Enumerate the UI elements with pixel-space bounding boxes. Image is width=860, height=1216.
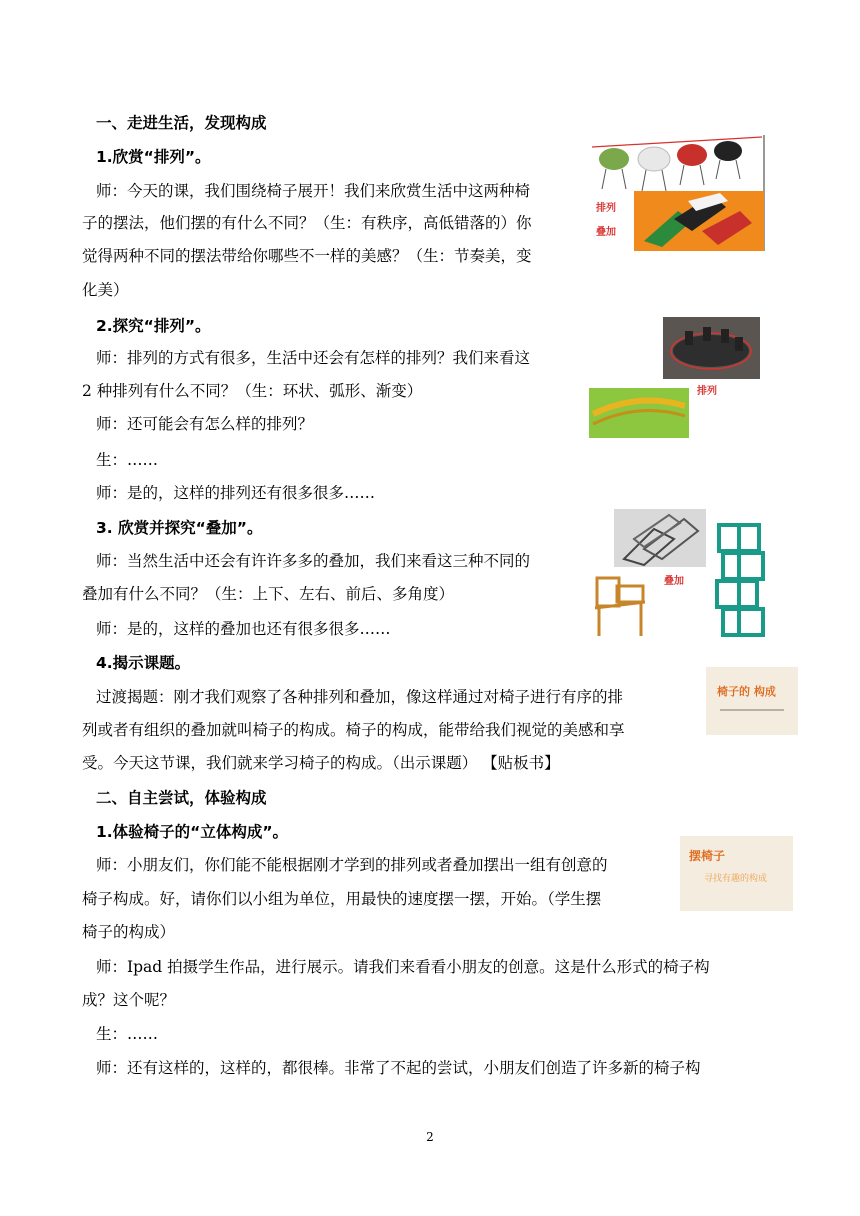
paragraph-line: 生：……: [96, 1025, 159, 1043]
tower-chairs-photo: [709, 517, 773, 637]
image-label: 排列: [697, 386, 717, 397]
slide-title: 摆椅子: [689, 849, 726, 863]
paragraph-line: 椅子构成。好，请你们以小组为单位，用最快的速度摆一摆，开始。（学生摆: [82, 890, 602, 908]
lesson-title-slide: [706, 667, 798, 735]
paragraph-line: 师：当然生活中还会有许许多多的叠加，我们来看这三种不同的: [96, 552, 531, 570]
paragraph-line: 师：还可能会有怎么样的排列？: [96, 415, 314, 433]
paragraph-line: 师：还有这样的，这样的，都很棒。非常了不起的尝试，小朋友们创造了许多新的椅子构: [96, 1059, 701, 1077]
section-heading-1: 一、走进生活，发现构成: [96, 114, 267, 132]
paragraph-line: 叠加有什么不同？（生：上下、左右、前后、多角度）: [82, 585, 455, 603]
paragraph-line: 过渡揭题：刚才我们观察了各种排列和叠加，像这样通过对椅子进行有序的排: [96, 688, 624, 706]
subheading-1-3: 3. 欣赏并探究“叠加”。: [96, 519, 263, 537]
paragraph-line: 师：是的，这样的排列还有很多很多……: [96, 484, 376, 502]
image-label: 叠加: [596, 227, 616, 238]
slide-subtitle-line: [720, 709, 784, 711]
subheading-1-4: 4.揭示课题。: [96, 654, 191, 672]
arc-arrangement-photo: [589, 388, 689, 438]
paragraph-line: 师：Ipad 拍摄学生作品，进行展示。请我们来看看小朋友的创意。这是什么形式的椅子构: [96, 958, 710, 976]
image-label: 叠加: [664, 576, 684, 587]
subheading-1-2: 2.探究“排列”。: [96, 317, 211, 335]
stacked-chairs-photo: [614, 509, 706, 567]
paragraph-line: 化美）: [82, 281, 129, 299]
paragraph-line: 受。今天这节课，我们就来学习椅子的构成。（出示课题） 【贴板书】: [82, 754, 560, 772]
paragraph-line: 子的摆法，他们摆的有什么不同？（生：有秩序，高低错落的）你: [82, 214, 532, 232]
wooden-chair-graphic: [589, 572, 651, 638]
paragraph-line: 成？这个呢？: [82, 991, 176, 1009]
paragraph-line: 列或者有组织的叠加就叫椅子的构成。椅子的构成，能带给我们视觉的美感和享: [82, 721, 625, 739]
subheading-2-1: 1.体验椅子的“立体构成”。: [96, 823, 289, 841]
tower-chairs-graphic: [709, 517, 773, 637]
paragraph-line: 生：……: [96, 451, 159, 469]
page-number: 2: [426, 1130, 434, 1144]
paragraph-line: 师：小朋友们，你们能不能根据刚才学到的排列或者叠加摆出一组有创意的: [96, 856, 608, 874]
slide-title: 椅子的 构成: [717, 685, 776, 698]
circle-chairs-graphic: [663, 317, 760, 379]
paragraph-line: 椅子的构成）: [82, 923, 176, 941]
paragraph-line: 师：是的，这样的叠加也还有很多很多……: [96, 620, 391, 638]
paragraph-line: 师：排列的方式有很多，生活中还会有怎样的排列？我们来看这: [96, 349, 531, 367]
slide-subtitle: 寻找有趣的构成: [704, 874, 768, 884]
chair-photo-collage: [592, 135, 770, 251]
wooden-chair-photo: [589, 572, 651, 638]
section-heading-2: 二、自主尝试，体验构成: [96, 789, 267, 807]
activity-slide: [680, 836, 793, 911]
stacked-chairs-graphic: [614, 509, 706, 567]
paragraph-line: 师：今天的课，我们围绕椅子展开！我们来欣赏生活中这两种椅: [96, 182, 531, 200]
arc-chairs-graphic: [589, 388, 689, 438]
paragraph-line: 觉得两种不同的摆法带给你哪些不一样的美感？（生：节奏美，变: [82, 247, 532, 265]
circular-arrangement-photo: [663, 317, 760, 379]
subheading-1-1: 1.欣赏“排列”。: [96, 148, 211, 166]
paragraph-line: 2 种排列有什么不同？（生：环状、弧形、渐变）: [82, 382, 423, 400]
chair-arrangement-image: [592, 135, 770, 251]
image-label: 排列: [596, 203, 616, 214]
